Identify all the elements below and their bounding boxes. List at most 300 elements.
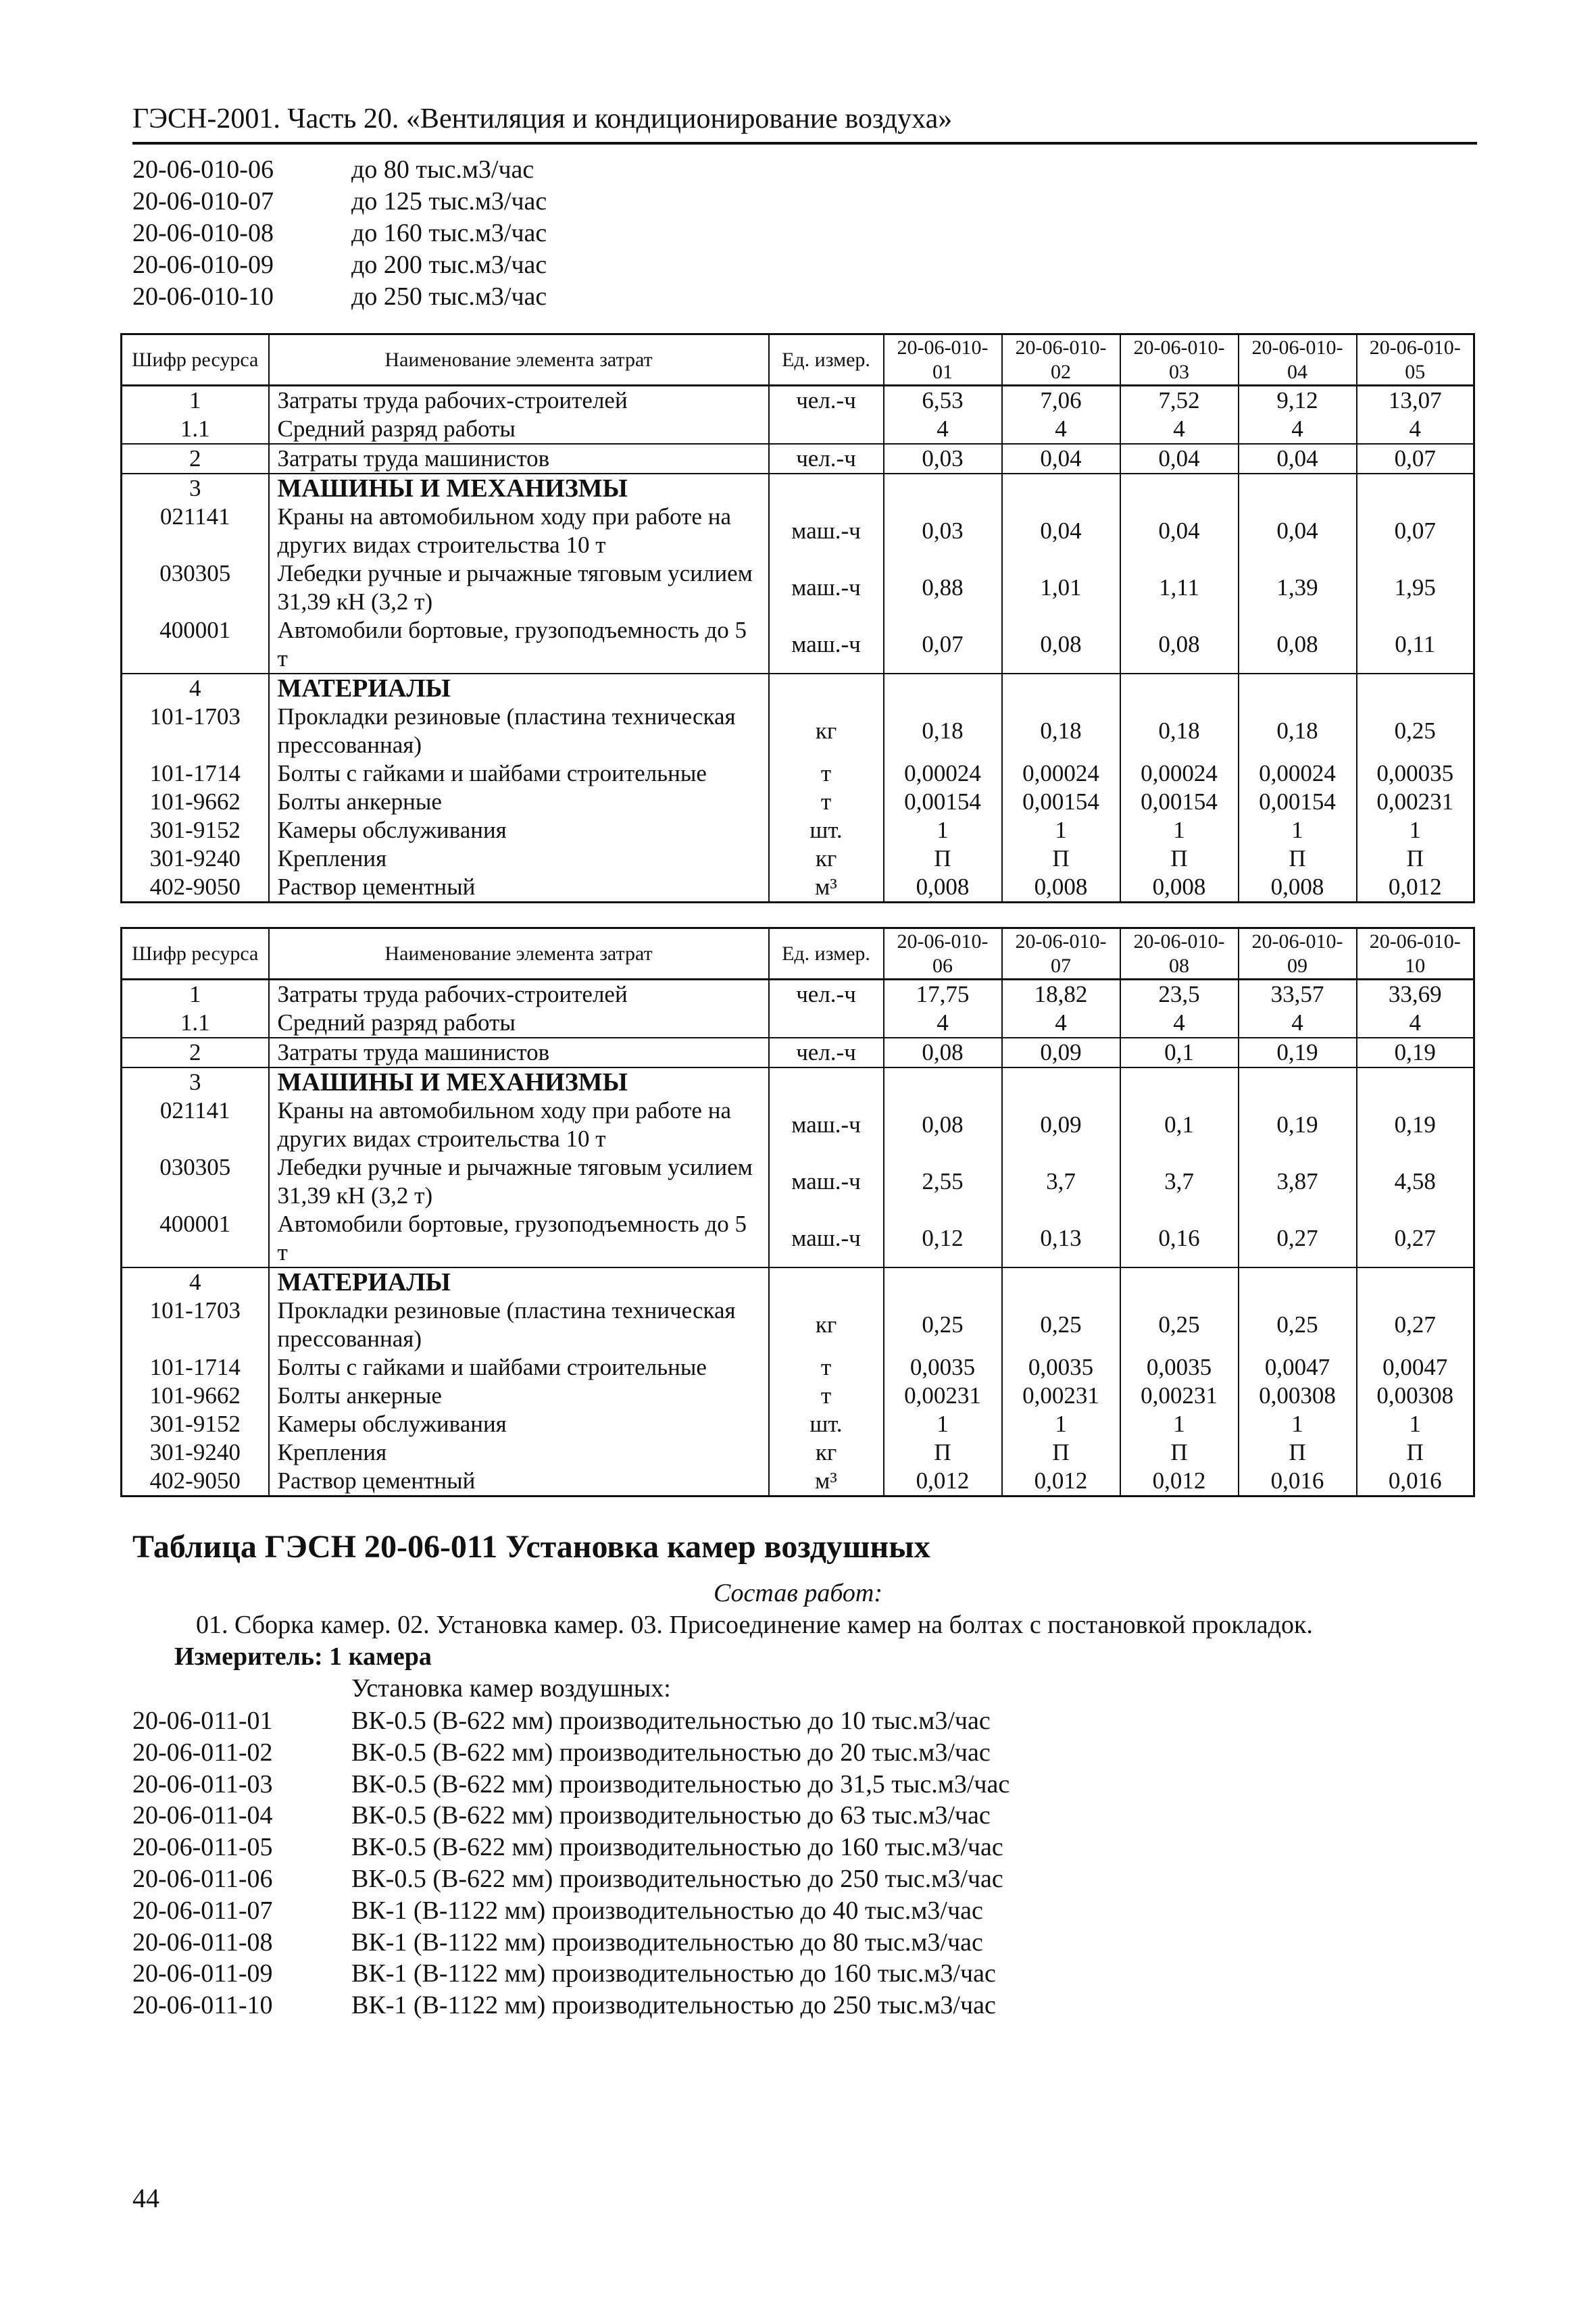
- cell-code: 400001: [122, 616, 269, 674]
- cell-unit: [769, 474, 884, 503]
- item-code: 20-06-011-06: [132, 1864, 273, 1893]
- cell-value: 0,18: [1239, 703, 1357, 759]
- cell-unit: [769, 1267, 884, 1297]
- cell-value: [1120, 674, 1239, 703]
- item-code: 20-06-011-01: [132, 1707, 273, 1735]
- cell-value: 4,58: [1357, 1153, 1474, 1210]
- cell-code: 301-9152: [122, 1410, 269, 1438]
- list-item: [132, 1863, 1009, 1895]
- table-row: [122, 1097, 1474, 1153]
- cell-name: МАТЕРИАЛЫ: [269, 674, 769, 703]
- cell-value: 0,016: [1239, 1467, 1357, 1496]
- cell-value: [1357, 674, 1474, 703]
- table-row: [122, 1153, 1474, 1210]
- cell-code: 301-9240: [122, 845, 269, 873]
- cell-code: 1: [122, 386, 269, 416]
- cell-value: 0,25: [1120, 1297, 1239, 1353]
- cell-value: 0,27: [1357, 1297, 1474, 1353]
- resource-table-2: [120, 927, 1475, 1497]
- cell-code: 4: [122, 1267, 269, 1297]
- cell-unit: кг: [769, 1438, 884, 1467]
- table-row: [122, 1067, 1474, 1097]
- col-header-code: 20-06-010-07: [1002, 928, 1120, 980]
- cell-code: 301-9152: [122, 816, 269, 845]
- table-row: [122, 1267, 1474, 1297]
- item-code: 20-06-011-08: [132, 1928, 273, 1957]
- cell-unit: т: [769, 1382, 884, 1410]
- cell-name: Затраты труда рабочих-строителей: [269, 980, 769, 1009]
- cell-name: Средний разряд работы: [269, 415, 769, 444]
- item-text: ВК-1 (В-1122 мм) производительностью до 80 тыс.м3/час: [351, 1928, 983, 1957]
- table-row: [122, 559, 1474, 616]
- cell-name: Краны на автомобильном ходу при работе на других видах строительства 10 т: [269, 1097, 769, 1153]
- cell-value: 1: [1239, 816, 1357, 845]
- cell-value: 0,19: [1239, 1097, 1357, 1153]
- cell-code: 4: [122, 674, 269, 703]
- item-text: ВК-1 (В-1122 мм) производительностью до 40 тыс.м3/час: [351, 1896, 983, 1925]
- item-text: ВК-0.5 (В-622 мм) производительностью до 31,5 тыс.м3/час: [351, 1769, 1010, 1799]
- page-number: 44: [132, 2183, 159, 2213]
- cell-value: П: [1239, 845, 1357, 873]
- section-subtitle: Состав работ:: [713, 1579, 883, 1607]
- cell-value: 0,012: [1357, 873, 1474, 903]
- cell-value: 0,25: [1239, 1297, 1357, 1353]
- col-header-code: 20-06-010-05: [1357, 334, 1474, 386]
- cell-value: 4: [1357, 415, 1474, 444]
- cell-value: 0,016: [1357, 1467, 1474, 1496]
- cell-value: 0,25: [884, 1297, 1002, 1353]
- cell-code: 301-9240: [122, 1438, 269, 1467]
- cell-value: [1239, 474, 1357, 503]
- list-item: [132, 1927, 1009, 1959]
- cell-value: 0,09: [1002, 1038, 1120, 1067]
- list-item: [132, 1705, 1009, 1737]
- cell-code: 101-1714: [122, 1353, 269, 1382]
- cell-name: МАШИНЫ И МЕХАНИЗМЫ: [269, 1067, 769, 1097]
- cell-value: [1120, 1267, 1239, 1297]
- table-row: [122, 1297, 1474, 1353]
- item-text: до 160 тыс.м3/час: [351, 219, 547, 247]
- cell-name: Средний разряд работы: [269, 1009, 769, 1038]
- cell-value: 0,12: [884, 1210, 1002, 1267]
- cell-value: [1239, 1067, 1357, 1097]
- cell-name: Камеры обслуживания: [269, 1410, 769, 1438]
- cell-unit: чел.-ч: [769, 386, 884, 416]
- cell-value: 7,52: [1120, 386, 1239, 416]
- cell-value: 0,00154: [1002, 788, 1120, 816]
- cell-value: 0,008: [1239, 873, 1357, 903]
- cell-name: Автомобили бортовые, грузоподъемность до 5 т: [269, 616, 769, 674]
- cell-value: [1002, 1267, 1120, 1297]
- item-text: ВК-0.5 (В-622 мм) производительностью до 63 тыс.м3/час: [351, 1801, 991, 1830]
- cell-value: 0,25: [1002, 1297, 1120, 1353]
- cell-value: 3,7: [1120, 1153, 1239, 1210]
- col-header-shifr: Шифр ресурса: [122, 334, 269, 386]
- table-body: [122, 386, 1474, 903]
- cell-unit: м³: [769, 1467, 884, 1496]
- table-row: [122, 1438, 1474, 1467]
- col-header-code: 20-06-010-03: [1120, 334, 1239, 386]
- cell-value: 0,00231: [884, 1382, 1002, 1410]
- cell-code: 101-9662: [122, 788, 269, 816]
- cell-value: 33,57: [1239, 980, 1357, 1009]
- cell-name: Крепления: [269, 1438, 769, 1467]
- list-item: [132, 281, 547, 313]
- cell-value: 0,1: [1120, 1038, 1239, 1067]
- cell-value: 0,09: [1002, 1097, 1120, 1153]
- cell-unit: чел.-ч: [769, 444, 884, 474]
- cell-value: [1239, 1267, 1357, 1297]
- cell-code: 101-1714: [122, 759, 269, 788]
- table-row: [122, 444, 1474, 474]
- cell-value: 0,00024: [1239, 759, 1357, 788]
- cell-value: 33,69: [1357, 980, 1474, 1009]
- item-code: 20-06-010-07: [132, 187, 274, 216]
- cell-value: 0,012: [884, 1467, 1002, 1496]
- cell-value: 1,95: [1357, 559, 1474, 616]
- cell-name: Автомобили бортовые, грузоподъемность до 5 т: [269, 1210, 769, 1267]
- item-text: ВК-0.5 (В-622 мм) производительностью до 10 тыс.м3/час: [351, 1707, 991, 1735]
- cell-value: 0,00024: [1002, 759, 1120, 788]
- cell-value: 0,00231: [1357, 788, 1474, 816]
- cell-value: 0,00024: [884, 759, 1002, 788]
- list-item: [132, 218, 547, 249]
- cell-unit: маш.-ч: [769, 1097, 884, 1153]
- cell-value: 4: [1357, 1009, 1474, 1038]
- cell-unit: маш.-ч: [769, 616, 884, 674]
- cell-value: 0,04: [1120, 444, 1239, 474]
- cell-name: Затраты труда машинистов: [269, 444, 769, 474]
- cell-value: 0,03: [884, 503, 1002, 559]
- cell-value: 0,07: [884, 616, 1002, 674]
- cell-unit: [769, 415, 884, 444]
- table-row: [122, 386, 1474, 416]
- cell-value: 0,012: [1002, 1467, 1120, 1496]
- list-item: [132, 1832, 1009, 1863]
- cell-value: [1357, 1267, 1474, 1297]
- cell-value: 3,7: [1002, 1153, 1120, 1210]
- cell-value: 0,08: [884, 1038, 1002, 1067]
- cell-value: 0,19: [1357, 1038, 1474, 1067]
- col-header-code: 20-06-010-06: [884, 928, 1002, 980]
- cell-value: 0,88: [884, 559, 1002, 616]
- table-row: [122, 474, 1474, 503]
- cell-value: 0,18: [1002, 703, 1120, 759]
- cell-value: 0,27: [1357, 1210, 1474, 1267]
- item-code: 20-06-010-06: [132, 155, 274, 184]
- cell-value: 1: [1120, 816, 1239, 845]
- table-row: [122, 845, 1474, 873]
- list-item: [132, 1800, 1009, 1832]
- cell-value: 0,19: [1239, 1038, 1357, 1067]
- cell-value: 0,04: [1002, 444, 1120, 474]
- item-code: 20-06-011-07: [132, 1896, 273, 1925]
- cell-value: 7,06: [1002, 386, 1120, 416]
- cell-code: 402-9050: [122, 873, 269, 903]
- item-code: 20-06-011-02: [132, 1738, 273, 1767]
- cell-code: 021141: [122, 503, 269, 559]
- cell-value: 1: [1002, 1410, 1120, 1438]
- table-row: [122, 873, 1474, 903]
- cell-value: 0,008: [1120, 873, 1239, 903]
- item-text: ВК-0.5 (В-622 мм) производительностью до 20 тыс.м3/час: [351, 1738, 991, 1767]
- cell-value: 1: [1120, 1410, 1239, 1438]
- cell-value: 0,00308: [1239, 1382, 1357, 1410]
- cell-name: Затраты труда рабочих-строителей: [269, 386, 769, 416]
- cell-code: 3: [122, 1067, 269, 1097]
- cell-unit: маш.-ч: [769, 1210, 884, 1267]
- table-row: [122, 1382, 1474, 1410]
- cell-unit: [769, 1009, 884, 1038]
- col-header-unit: Ед. измер.: [769, 928, 884, 980]
- measure-unit: Измеритель: 1 камера: [174, 1642, 432, 1671]
- cell-value: П: [1357, 1438, 1474, 1467]
- cell-unit: кг: [769, 845, 884, 873]
- cell-value: 0,18: [884, 703, 1002, 759]
- cell-name: Лебедки ручные и рычажные тяговым усилием 31,39 кН (3,2 т): [269, 1153, 769, 1210]
- cell-value: 0,00231: [1002, 1382, 1120, 1410]
- cell-unit: [769, 1067, 884, 1097]
- cell-unit: шт.: [769, 816, 884, 845]
- table-row: [122, 816, 1474, 845]
- cell-value: 0,07: [1357, 444, 1474, 474]
- cell-value: 4: [1002, 1009, 1120, 1038]
- cell-code: 1.1: [122, 1009, 269, 1038]
- item-code: 20-06-010-10: [132, 282, 274, 311]
- cell-value: 0,16: [1120, 1210, 1239, 1267]
- cell-value: 4: [1120, 415, 1239, 444]
- cell-value: 0,11: [1357, 616, 1474, 674]
- cell-value: 0,04: [1239, 444, 1357, 474]
- table-row: [122, 980, 1474, 1009]
- cell-value: [884, 1067, 1002, 1097]
- cell-value: [884, 674, 1002, 703]
- cell-value: 0,00231: [1120, 1382, 1239, 1410]
- table-row: [122, 1353, 1474, 1382]
- cell-value: 0,08: [1239, 616, 1357, 674]
- table-row: [122, 1009, 1474, 1038]
- cell-unit: т: [769, 1353, 884, 1382]
- cell-code: 400001: [122, 1210, 269, 1267]
- cell-value: П: [884, 845, 1002, 873]
- cell-value: П: [1239, 1438, 1357, 1467]
- cell-value: 1: [1357, 1410, 1474, 1438]
- cell-code: 1.1: [122, 415, 269, 444]
- cell-value: 0,08: [884, 1097, 1002, 1153]
- cell-code: 101-1703: [122, 703, 269, 759]
- cell-value: 1: [1239, 1410, 1357, 1438]
- cell-value: [1120, 474, 1239, 503]
- col-header-code: 20-06-010-04: [1239, 334, 1357, 386]
- item-text: ВК-0.5 (В-622 мм) производительностью до 250 тыс.м3/час: [351, 1864, 1003, 1893]
- cell-value: П: [884, 1438, 1002, 1467]
- cell-value: [884, 474, 1002, 503]
- work-description: 01. Сборка камер. 02. Установка камер. 03. Присоединение камер на болтах с постановкой прокладок.: [196, 1611, 1313, 1639]
- item-text: ВК-1 (В-1122 мм) производительностью до 160 тыс.м3/час: [351, 1959, 996, 1988]
- col-header-code: 20-06-010-02: [1002, 334, 1120, 386]
- cell-value: [1002, 1067, 1120, 1097]
- cell-value: [1120, 1067, 1239, 1097]
- cell-value: 0,00154: [1120, 788, 1239, 816]
- cell-value: 13,07: [1357, 386, 1474, 416]
- cell-name: МАТЕРИАЛЫ: [269, 1267, 769, 1297]
- page-header: ГЭСН-2001. Часть 20. «Вентиляция и кондиционирование воздуха»: [132, 101, 1477, 145]
- cell-unit: маш.-ч: [769, 503, 884, 559]
- cell-value: 0,00154: [1239, 788, 1357, 816]
- cell-value: 0,08: [1002, 616, 1120, 674]
- cell-value: 3,87: [1239, 1153, 1357, 1210]
- cell-value: 0,03: [884, 444, 1002, 474]
- cell-name: Краны на автомобильном ходу при работе на других видах строительства 10 т: [269, 503, 769, 559]
- cell-code: 030305: [122, 1153, 269, 1210]
- list-item: [132, 186, 547, 218]
- col-header-code: 20-06-010-09: [1239, 928, 1357, 980]
- cell-value: 4: [884, 1009, 1002, 1038]
- cell-unit: кг: [769, 1297, 884, 1353]
- item-text: ВК-0.5 (В-622 мм) производительностью до 160 тыс.м3/час: [351, 1833, 1003, 1862]
- item-code: 20-06-011-09: [132, 1959, 273, 1988]
- col-header-code: 20-06-010-10: [1357, 928, 1474, 980]
- cell-code: 030305: [122, 559, 269, 616]
- item-code: 20-06-010-09: [132, 251, 274, 279]
- cell-unit: [769, 674, 884, 703]
- cell-code: 3: [122, 474, 269, 503]
- cell-value: 0,19: [1357, 1097, 1474, 1153]
- list-item: [132, 1769, 1009, 1801]
- cell-unit: шт.: [769, 1410, 884, 1438]
- cell-name: Прокладки резиновые (пластина техническая прессованная): [269, 703, 769, 759]
- group-heading: Установка камер воздушных:: [351, 1674, 671, 1703]
- cell-name: Болты анкерные: [269, 1382, 769, 1410]
- list-item: [132, 1895, 1009, 1927]
- table-row: [122, 1038, 1474, 1067]
- list-item: [132, 1990, 1009, 2021]
- cell-value: 1,39: [1239, 559, 1357, 616]
- cell-name: МАШИНЫ И МЕХАНИЗМЫ: [269, 474, 769, 503]
- cell-value: 4: [1239, 415, 1357, 444]
- list-item: [132, 1737, 1009, 1769]
- cell-unit: маш.-ч: [769, 559, 884, 616]
- cell-value: 4: [884, 415, 1002, 444]
- cell-value: 0,0035: [1002, 1353, 1120, 1382]
- table-row: [122, 674, 1474, 703]
- item-text: до 200 тыс.м3/час: [351, 251, 547, 279]
- cell-value: 0,27: [1239, 1210, 1357, 1267]
- section-title: Таблица ГЭСН 20-06-011 Установка камер воздушных: [132, 1529, 930, 1565]
- item-code: 20-06-010-08: [132, 219, 274, 247]
- list-item: [132, 249, 547, 281]
- table-row: [122, 759, 1474, 788]
- cell-value: 0,00024: [1120, 759, 1239, 788]
- cell-name: Раствор цементный: [269, 873, 769, 903]
- cell-name: Прокладки резиновые (пластина техническая прессованная): [269, 1297, 769, 1353]
- cell-value: 2,55: [884, 1153, 1002, 1210]
- table-row: [122, 1410, 1474, 1438]
- cell-value: 17,75: [884, 980, 1002, 1009]
- cell-value: 0,0047: [1357, 1353, 1474, 1382]
- cell-value: 1,01: [1002, 559, 1120, 616]
- cell-code: 021141: [122, 1097, 269, 1153]
- col-header-unit: Ед. измер.: [769, 334, 884, 386]
- cell-value: 0,00154: [884, 788, 1002, 816]
- cell-code: 101-1703: [122, 1297, 269, 1353]
- list-item: [132, 1958, 1009, 1990]
- cell-name: Затраты труда машинистов: [269, 1038, 769, 1067]
- cell-value: 6,53: [884, 386, 1002, 416]
- cell-value: [1239, 674, 1357, 703]
- cell-name: Лебедки ручные и рычажные тяговым усилием 31,39 кН (3,2 т): [269, 559, 769, 616]
- cell-value: 0,0047: [1239, 1353, 1357, 1382]
- cell-value: 1,11: [1120, 559, 1239, 616]
- cell-value: 0,0035: [1120, 1353, 1239, 1382]
- cell-value: [1002, 674, 1120, 703]
- cell-unit: кг: [769, 703, 884, 759]
- item-code: 20-06-011-04: [132, 1801, 273, 1830]
- cell-value: 0,08: [1120, 616, 1239, 674]
- cell-unit: чел.-ч: [769, 1038, 884, 1067]
- table-row: [122, 703, 1474, 759]
- table-row: [122, 1210, 1474, 1267]
- item-text: до 250 тыс.м3/час: [351, 282, 547, 311]
- cell-unit: чел.-ч: [769, 980, 884, 1009]
- col-header-code: 20-06-010-08: [1120, 928, 1239, 980]
- cell-unit: т: [769, 788, 884, 816]
- cell-value: 0,13: [1002, 1210, 1120, 1267]
- table-body: [122, 980, 1474, 1496]
- cell-value: 0,07: [1357, 503, 1474, 559]
- top-code-list: [132, 154, 547, 313]
- cell-value: [1002, 474, 1120, 503]
- cell-value: 9,12: [1239, 386, 1357, 416]
- item-code: 20-06-011-10: [132, 1991, 273, 2020]
- cell-value: 1: [884, 816, 1002, 845]
- item-text: ВК-1 (В-1122 мм) производительностью до 250 тыс.м3/час: [351, 1991, 996, 2020]
- item-code: 20-06-011-03: [132, 1769, 273, 1799]
- cell-value: [1357, 1067, 1474, 1097]
- cell-value: 0,04: [1002, 503, 1120, 559]
- cell-code: 2: [122, 1038, 269, 1067]
- table-row: [122, 616, 1474, 674]
- cell-value: П: [1002, 845, 1120, 873]
- cell-name: Болты с гайками и шайбами строительные: [269, 759, 769, 788]
- resource-table-1: [120, 333, 1475, 903]
- item-code: 20-06-011-05: [132, 1833, 273, 1862]
- cell-value: П: [1120, 845, 1239, 873]
- table-row: [122, 788, 1474, 816]
- cell-value: П: [1357, 845, 1474, 873]
- cell-code: 101-9662: [122, 1382, 269, 1410]
- col-header-shifr: Шифр ресурса: [122, 928, 269, 980]
- cell-value: [1357, 474, 1474, 503]
- cell-value: 0,008: [1002, 873, 1120, 903]
- cell-value: 4: [1239, 1009, 1357, 1038]
- cell-value: 0,04: [1239, 503, 1357, 559]
- table-row: [122, 1467, 1474, 1496]
- cell-value: 0,1: [1120, 1097, 1239, 1153]
- cell-unit: т: [769, 759, 884, 788]
- cell-value: 18,82: [1002, 980, 1120, 1009]
- cell-value: 0,25: [1357, 703, 1474, 759]
- cell-value: П: [1120, 1438, 1239, 1467]
- cell-name: Болты анкерные: [269, 788, 769, 816]
- table-row: [122, 415, 1474, 444]
- cell-value: 4: [1120, 1009, 1239, 1038]
- item-text: до 125 тыс.м3/час: [351, 187, 547, 216]
- cell-value: П: [1002, 1438, 1120, 1467]
- cell-value: 1: [1002, 816, 1120, 845]
- cell-value: 0,012: [1120, 1467, 1239, 1496]
- cell-name: Камеры обслуживания: [269, 816, 769, 845]
